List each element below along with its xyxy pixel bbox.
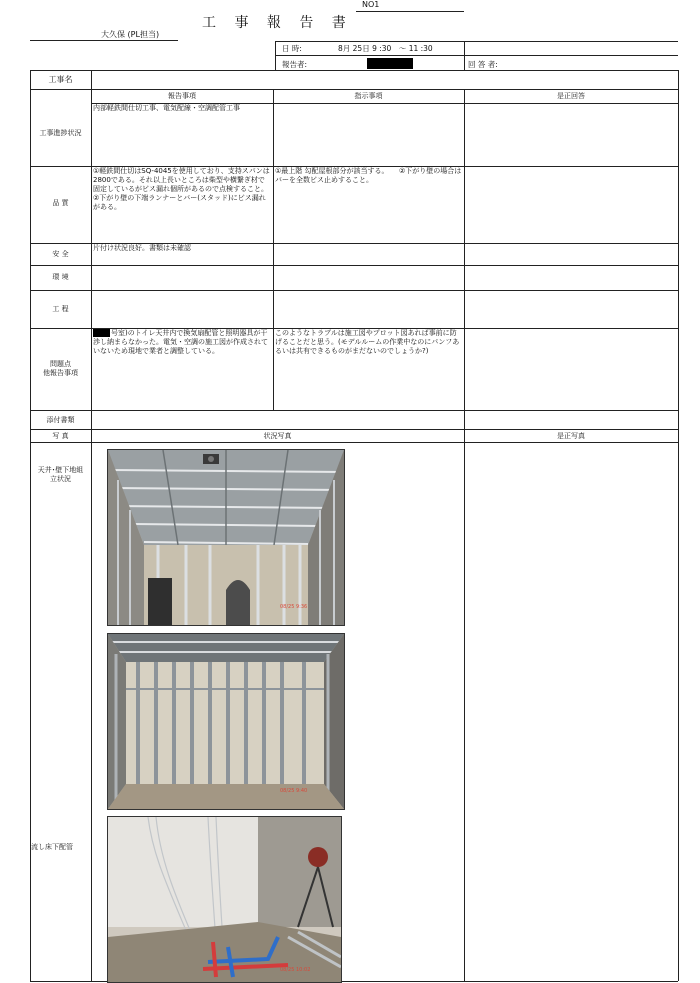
reporter-label: 報告者:	[282, 60, 308, 69]
redacted-reporter-name	[367, 58, 413, 69]
col-correction-header: 是正回答	[557, 92, 585, 100]
col-instruction-header: 指示事項	[354, 92, 383, 100]
photo-1-timestamp: 08/25 9:36	[280, 604, 308, 610]
row-report-quality: ①軽鉄間仕切はSQ-4045を使用しており、支持スパンは2800である。それ以上長いところは柴型や横繋ぎ材で固定しているがビス漏れ個所があるので点検すること。 ②下がり壁の下端ランナーとバー(スタッド)にビス漏れがある。	[93, 167, 272, 211]
document-title: 工 事 報 告 書	[202, 15, 353, 31]
photo-3-timestamp: 08/25 10:02	[280, 967, 311, 973]
photo-1-image	[108, 450, 344, 625]
date-label: 日 時:	[282, 44, 302, 53]
row-report-progress: 内部軽鉄間仕切工事、電気配線・空調配管工事	[93, 104, 240, 112]
row-report-issues: 号室)のトイレ天井内で換気扇配管と照明器具が干渉し納まらなかった。電気・空調の施工図が作成されていないため現地で業者と調整している。	[93, 329, 268, 355]
pl-person: 大久保 (PL担当)	[101, 30, 160, 39]
photo-ceiling-wall-framing-1	[107, 449, 345, 626]
row-instruction-quality: ①最上階 勾配屋根部分が該当する。 ②下がり壁の場合はバーを全数ビス止めすること。	[275, 167, 462, 184]
project-name-label: 工事名	[48, 75, 73, 84]
row-report-safety: 片付け状況良好。書類は未確認	[93, 244, 191, 252]
respondent-label: 回 答 者:	[468, 60, 498, 69]
photo-col-status: 状況写真	[263, 432, 292, 440]
photo-group-ceiling-wall: 天井･壁下地組 立状況	[37, 466, 84, 483]
row-label-quality: 品 質	[52, 199, 69, 207]
photo-ceiling-wall-framing-2	[107, 633, 345, 810]
date-value: 8月 25日 9 :30 ～ 11 :30	[338, 44, 433, 53]
photo-group-sink-piping: 流し床下配管	[31, 843, 73, 851]
photo-col-correction: 是正写真	[557, 432, 585, 440]
photo-2-timestamp: 08/25 9:40	[280, 788, 308, 794]
row-label-schedule: 工 程	[52, 305, 69, 313]
row-instruction-issues: このようなトラブルは施工図やプロット図あれば事前に防げることだと思う。(モデルルームの作業中なのにパンフあるいは共有できるものがまだないのでしょうか?)	[275, 329, 460, 355]
col-report-header: 報告事項	[168, 92, 196, 100]
row-label-progress: 工事進捗状況	[39, 129, 82, 137]
photo-3-image	[108, 817, 341, 982]
row-label-environment: 環 境	[52, 273, 69, 281]
photo-label: 写 真	[52, 432, 69, 440]
row-label-issues: 問題点 他報告事項	[43, 360, 78, 377]
page-number: NO1	[362, 0, 380, 9]
photo-sink-floor-piping	[107, 816, 342, 983]
row-label-attachments: 添付書類	[46, 416, 75, 424]
photo-2-image	[108, 634, 344, 809]
row-label-safety: 安 全	[52, 250, 69, 258]
